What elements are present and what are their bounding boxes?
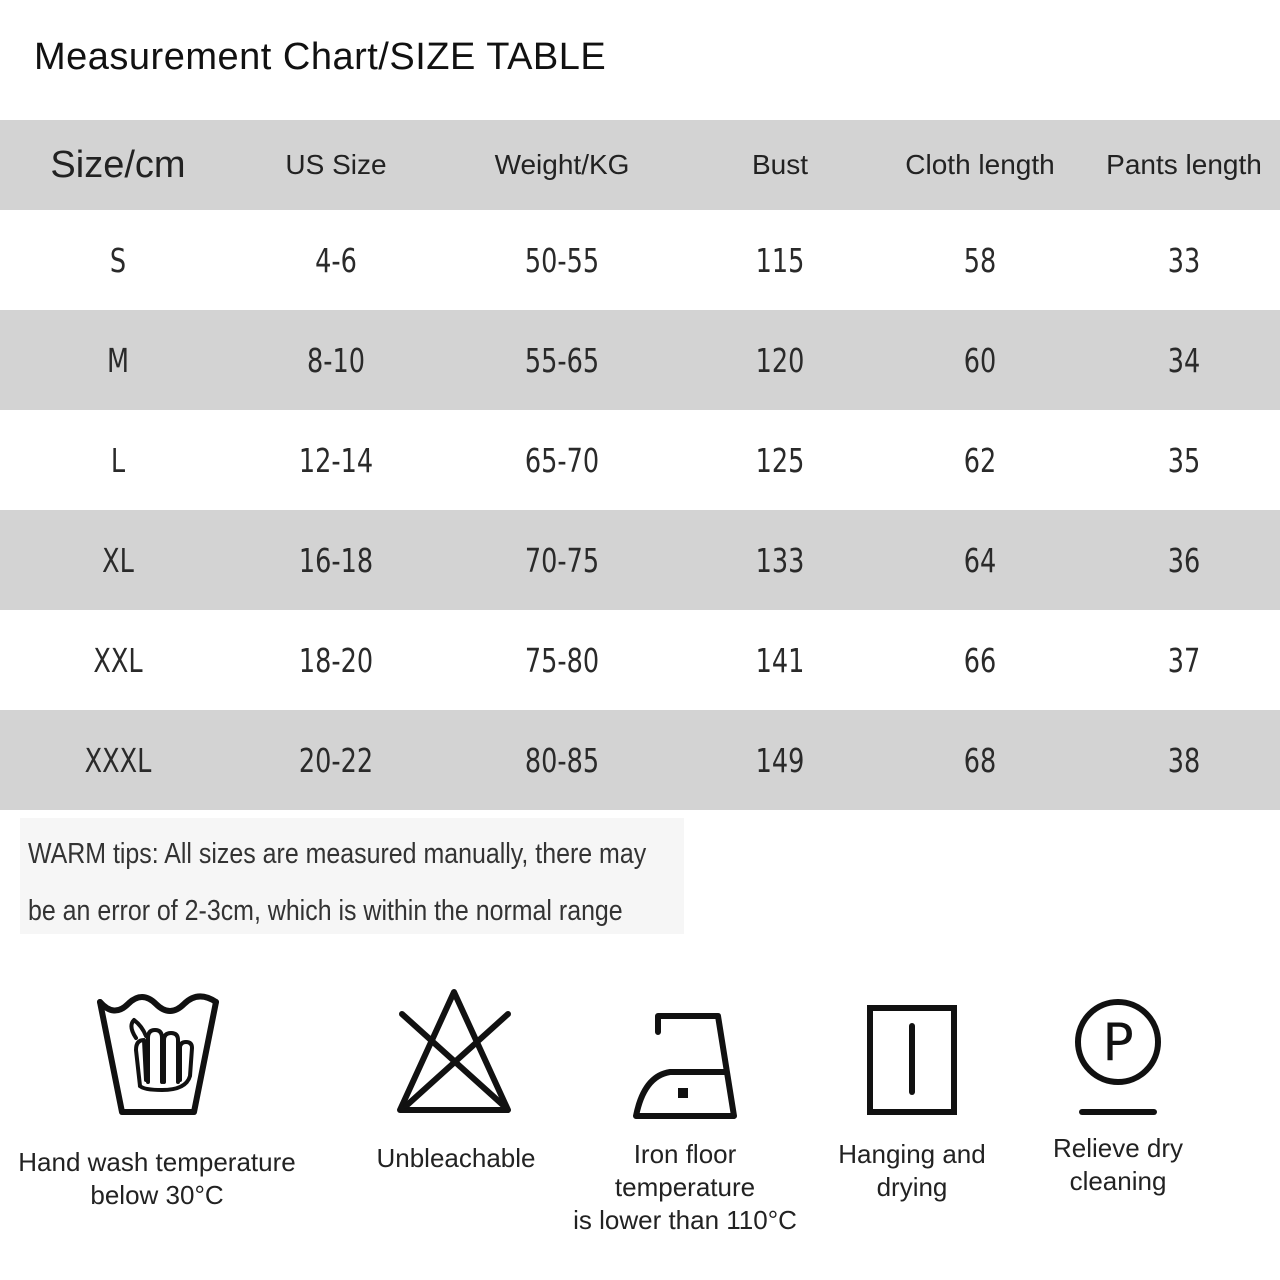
hand-wash-icon — [92, 990, 222, 1120]
header-cloth-length: Cloth length — [905, 149, 1055, 180]
cell-weight: 70-75 — [524, 540, 600, 580]
cell-cloth-length: 64 — [963, 540, 997, 580]
cell-bust: 133 — [755, 540, 805, 580]
care-hand-wash — [0, 990, 314, 1212]
hang-dry-icon — [866, 1004, 958, 1116]
no-bleach-icon — [396, 986, 516, 1116]
cell-cloth-length: 62 — [963, 440, 997, 480]
table-row — [0, 210, 1280, 310]
dry-clean-p-icon — [1068, 990, 1168, 1120]
cell-pants-length: 37 — [1167, 640, 1201, 680]
header-bust: Bust — [751, 149, 809, 180]
cell-bust: 115 — [755, 240, 805, 280]
cell-size: S — [109, 240, 127, 280]
care-hang-dry — [812, 1004, 1012, 1204]
iron-label-3: is lower than 110°C — [573, 1205, 797, 1235]
page-title: Measurement Chart/SIZE TABLE — [34, 36, 607, 78]
care-dry-clean — [1018, 990, 1218, 1198]
cell-pants-length: 38 — [1167, 740, 1201, 780]
hang-dry-label-2: drying — [876, 1172, 948, 1202]
header-pants-length: Pants length — [1106, 149, 1262, 180]
cell-pants-length: 34 — [1167, 340, 1201, 380]
header-size: Size/cm — [50, 143, 186, 186]
cell-us-size: 8-10 — [307, 340, 365, 380]
cell-cloth-length: 66 — [963, 640, 997, 680]
warm-tips-line-2: be an error of 2-3cm, which is within the normal range — [28, 895, 623, 927]
hand-wash-label-2: below 30°C — [90, 1180, 224, 1210]
cell-cloth-length: 68 — [963, 740, 997, 780]
cell-weight: 75-80 — [524, 640, 600, 680]
table-row — [0, 710, 1280, 810]
dry-clean-label-2: cleaning — [1069, 1166, 1167, 1196]
cell-size: XXXL — [84, 740, 152, 780]
no-bleach-label: Unbleachable — [376, 1143, 536, 1173]
hang-dry-label-1: Hanging and — [838, 1139, 986, 1169]
cell-pants-length: 35 — [1167, 440, 1201, 480]
cell-size: XL — [102, 540, 134, 580]
cell-us-size: 16-18 — [298, 540, 374, 580]
warm-tips-line-1: WARM tips: All sizes are measured manually, there may — [28, 838, 647, 870]
cell-bust: 120 — [755, 340, 805, 380]
cell-cloth-length: 58 — [963, 240, 997, 280]
cell-us-size: 4-6 — [315, 240, 357, 280]
header-weight: Weight/KG — [494, 149, 630, 180]
cell-weight: 50-55 — [524, 240, 600, 280]
cell-bust: 141 — [755, 640, 805, 680]
iron-icon — [630, 1004, 740, 1122]
iron-label-1: Iron floor — [633, 1139, 737, 1169]
table-header — [0, 120, 1280, 210]
warm-tips — [20, 818, 684, 934]
cell-size: L — [110, 440, 126, 480]
cell-cloth-length: 60 — [963, 340, 997, 380]
cell-us-size: 12-14 — [298, 440, 374, 480]
table-row — [0, 410, 1280, 510]
table-row — [0, 510, 1280, 610]
cell-weight: 65-70 — [524, 440, 600, 480]
care-iron — [540, 1004, 830, 1237]
cell-pants-length: 33 — [1167, 240, 1201, 280]
cell-us-size: 18-20 — [298, 640, 374, 680]
dry-clean-label-1: Relieve dry — [1052, 1133, 1184, 1163]
table-row — [0, 310, 1280, 410]
cell-bust: 149 — [755, 740, 805, 780]
svg-text:P: P — [1102, 1013, 1134, 1073]
table-row — [0, 610, 1280, 710]
cell-weight: 55-65 — [524, 340, 600, 380]
size-table — [0, 120, 1280, 810]
header-us-size: US Size — [285, 149, 387, 180]
cell-us-size: 20-22 — [298, 740, 374, 780]
cell-bust: 125 — [755, 440, 805, 480]
cell-size: XXL — [93, 640, 143, 680]
iron-label-2: temperature — [614, 1172, 756, 1202]
care-no-bleach — [346, 986, 566, 1175]
hand-wash-label-1: Hand wash temperature — [18, 1147, 296, 1177]
cell-pants-length: 36 — [1167, 540, 1201, 580]
cell-size: M — [106, 340, 130, 380]
cell-weight: 80-85 — [524, 740, 600, 780]
